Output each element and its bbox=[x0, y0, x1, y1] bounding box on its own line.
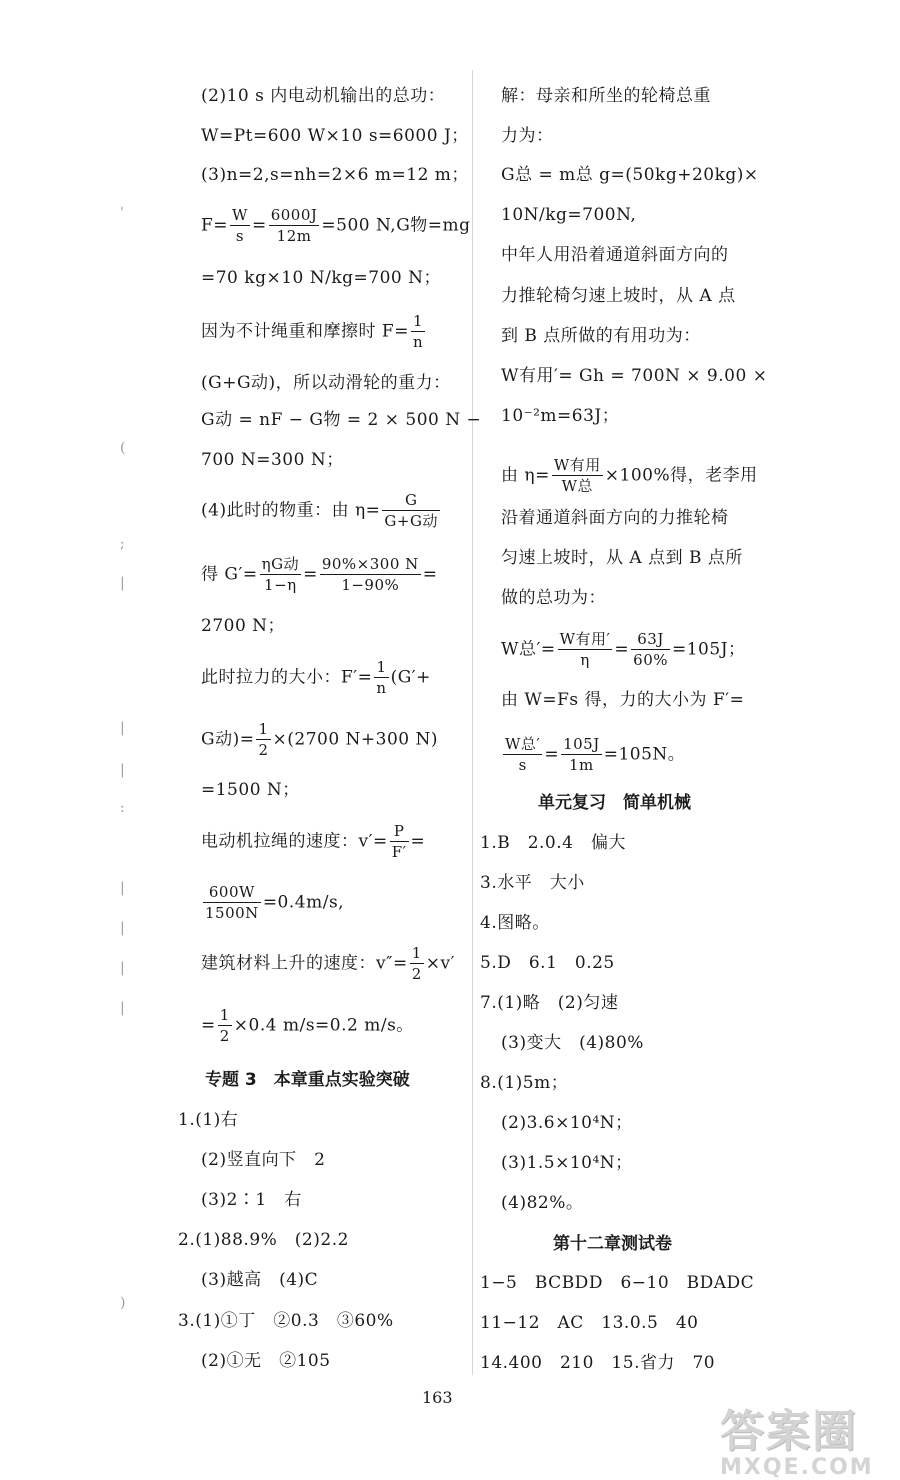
fraction bbox=[558, 632, 613, 668]
numerator: ηG动 bbox=[261, 555, 300, 573]
denominator: s bbox=[235, 227, 245, 245]
denominator: F′ bbox=[391, 843, 407, 861]
numerator: 63J bbox=[631, 632, 670, 650]
text: =0.4m/s, bbox=[262, 892, 345, 913]
numerator: 1 bbox=[219, 1006, 230, 1024]
text: =500 N,G物=mg bbox=[321, 215, 471, 236]
answer-1: 1.(1)右 bbox=[178, 1110, 239, 1130]
text: = bbox=[410, 831, 426, 852]
section-heading-topic3: 专题 3 本章重点实验突破 bbox=[205, 1070, 410, 1090]
text: 由 η= bbox=[501, 465, 550, 486]
line-solution-intro: 解：母亲和所坐的轮椅总重 bbox=[501, 86, 711, 106]
fraction bbox=[503, 737, 542, 773]
text: =105N。 bbox=[603, 744, 686, 765]
test-answer-row-3: 14.400 210 15.省力 70 bbox=[480, 1353, 716, 1373]
line-total-work-intro-3: 做的总功为： bbox=[501, 588, 606, 608]
numerator: 6000J bbox=[270, 206, 318, 224]
denominator: 2 bbox=[219, 1027, 230, 1045]
line-pull-force bbox=[201, 660, 431, 696]
fraction bbox=[631, 632, 670, 668]
line-efficiency bbox=[501, 458, 758, 494]
answer-1-part2: (2)竖直向下 2 bbox=[201, 1150, 326, 1170]
margin-mark: | bbox=[120, 880, 125, 896]
text: = bbox=[303, 564, 318, 585]
test-answer-row-1: 1−5 BCBDD 6−10 BDADC bbox=[480, 1273, 755, 1293]
text: 此时拉力的大小：F′= bbox=[201, 667, 373, 688]
answer-2-part2: (3)越高 (4)C bbox=[201, 1270, 319, 1290]
numerator: P bbox=[390, 824, 409, 842]
line-work-formula: W=Pt=600 W×10 s=6000 J； bbox=[201, 126, 469, 146]
review-answer-8-part3: (3)1.5×10⁴N； bbox=[501, 1153, 633, 1173]
section-heading-test: 第十二章测试卷 bbox=[553, 1234, 672, 1254]
text: =105J； bbox=[672, 639, 746, 660]
fraction bbox=[269, 208, 320, 244]
denominator: G+G动 bbox=[384, 512, 438, 530]
page-number: 163 bbox=[422, 1388, 453, 1407]
numerator: G bbox=[382, 493, 440, 511]
denominator: W总 bbox=[561, 477, 594, 495]
denominator: 2 bbox=[258, 741, 269, 759]
line-motor-speed bbox=[201, 824, 425, 860]
line-material-speed bbox=[201, 946, 455, 982]
denominator: 1−90% bbox=[341, 576, 400, 594]
numerator: 1 bbox=[411, 314, 425, 332]
margin-mark: ' bbox=[120, 205, 124, 221]
line-material-speed-calc bbox=[201, 1008, 414, 1044]
line-useful-work: W有用′= Gh = 700N × 9.00 × bbox=[501, 366, 768, 386]
line-total-work bbox=[501, 632, 746, 668]
line-force-from-work: 由 W=Fs 得，力的大小为 F′= bbox=[501, 690, 745, 710]
column-divider bbox=[472, 70, 473, 1375]
line-useful-work-result: 10⁻²m=63J； bbox=[501, 406, 620, 426]
line-load-weight bbox=[201, 557, 438, 593]
line-pull-force-calc bbox=[201, 722, 438, 758]
text: = bbox=[614, 639, 630, 660]
margin-mark: ; bbox=[120, 536, 125, 552]
fraction bbox=[411, 314, 425, 350]
numerator: 105J bbox=[563, 735, 600, 753]
numerator: 600W bbox=[203, 885, 261, 903]
answer-2: 2.(1)88.9% (2)2.2 bbox=[178, 1230, 349, 1250]
numerator: W bbox=[232, 206, 248, 224]
line-gravity: =70 kg×10 N/kg=700 N； bbox=[201, 268, 441, 288]
line-efficiency-formula bbox=[201, 493, 442, 529]
margin-mark: : bbox=[120, 800, 125, 816]
fraction bbox=[230, 208, 250, 244]
numerator: W有用 bbox=[553, 456, 601, 474]
text: 电动机拉绳的速度：v′= bbox=[201, 831, 388, 852]
denominator: 2 bbox=[411, 965, 422, 983]
answer-3-part2: (2)①无 ②105 bbox=[201, 1351, 331, 1371]
line-friction-condition bbox=[201, 314, 427, 350]
margin-mark: | bbox=[120, 575, 125, 591]
text: 得 G′= bbox=[201, 564, 258, 585]
denominator: n bbox=[412, 333, 424, 351]
section-heading-review: 单元复习 简单机械 bbox=[538, 793, 691, 813]
text: ×100%得，老李用 bbox=[604, 465, 758, 486]
margin-mark: ( bbox=[120, 440, 126, 456]
text: W总′= bbox=[501, 639, 556, 660]
denominator: 1m bbox=[569, 756, 594, 774]
numerator: W有用′ bbox=[559, 630, 611, 648]
fraction bbox=[320, 557, 421, 593]
line-solution-intro-2: 力为： bbox=[501, 126, 554, 146]
line-useful-work-intro-3: 到 B 点所做的有用功为： bbox=[501, 326, 701, 346]
numerator: W总′ bbox=[505, 735, 541, 753]
line-total-work-intro: 沿着通道斜面方向的力推轮椅 bbox=[501, 508, 729, 528]
line-pulley-weight-intro: (G+G动)，所以动滑轮的重力： bbox=[201, 373, 451, 393]
line-work-intro: (2)10 s 内电动机输出的总功： bbox=[201, 86, 446, 106]
numerator: 90%×300 N bbox=[321, 555, 419, 573]
review-answer-3: 3.水平 大小 bbox=[480, 873, 585, 893]
line-useful-work-intro: 中年人用沿着通道斜面方向的 bbox=[501, 245, 729, 265]
text: = bbox=[422, 564, 438, 585]
answer-1-part3: (3)2∶1 右 bbox=[201, 1190, 302, 1210]
review-answer-8-part2: (2)3.6×10⁴N； bbox=[501, 1113, 633, 1133]
text: 因为不计绳重和摩擦时 F= bbox=[201, 321, 409, 342]
review-answer-1: 1.B 2.0.4 偏大 bbox=[480, 833, 626, 853]
denominator: 1500N bbox=[205, 904, 259, 922]
numerator: 1 bbox=[411, 944, 422, 962]
watermark-text: 答案圈 bbox=[720, 1406, 858, 1457]
line-useful-work-intro-2: 力推轮椅匀速上坡时，从 A 点 bbox=[501, 286, 736, 306]
fraction bbox=[203, 885, 261, 921]
review-answer-8: 8.(1)5m； bbox=[480, 1073, 569, 1093]
text: = bbox=[251, 215, 267, 236]
text: = bbox=[201, 1015, 216, 1036]
line-total-weight: G总 = m总 g=(50kg+20kg)× bbox=[501, 165, 759, 185]
text: = bbox=[544, 744, 560, 765]
text: 建筑材料上升的速度：v″= bbox=[201, 953, 408, 974]
line-motor-speed-calc bbox=[201, 885, 344, 921]
fraction bbox=[410, 946, 424, 982]
line-total-weight-result: 10N/kg=700N, bbox=[501, 205, 637, 225]
line-force-formula bbox=[201, 208, 471, 244]
line-force-result bbox=[501, 737, 685, 773]
margin-mark: ) bbox=[120, 1295, 126, 1311]
margin-mark: | bbox=[120, 720, 125, 736]
watermark-logo bbox=[720, 1395, 874, 1480]
line-pulley-weight-result: 700 N=300 N； bbox=[201, 450, 344, 470]
denominator: 60% bbox=[633, 651, 668, 669]
review-answer-8-part4: (4)82%。 bbox=[501, 1193, 584, 1213]
text: G动)= bbox=[201, 729, 255, 750]
text: ×(2700 N+300 N) bbox=[272, 729, 439, 750]
review-answer-4: 4.图略。 bbox=[480, 913, 550, 933]
margin-mark: | bbox=[120, 1000, 125, 1016]
line-distance: (3)n=2,s=nh=2×6 m=12 m； bbox=[201, 165, 469, 185]
numerator: 1 bbox=[374, 660, 388, 678]
margin-mark: | bbox=[120, 960, 125, 976]
numerator: 1 bbox=[258, 720, 269, 738]
line-total-work-intro-2: 匀速上坡时，从 A 点到 B 点所 bbox=[501, 548, 743, 568]
line-pull-force-result: =1500 N； bbox=[201, 780, 300, 800]
review-answer-7-part2: (3)变大 (4)80% bbox=[501, 1033, 644, 1053]
fraction bbox=[390, 824, 409, 860]
fraction bbox=[561, 737, 602, 773]
text: (4)此时的物重：由 η= bbox=[201, 500, 381, 521]
fraction bbox=[552, 458, 603, 494]
answer-3: 3.(1)①丁 ②0.3 ③60% bbox=[178, 1311, 394, 1331]
fraction bbox=[374, 660, 388, 696]
text: ×0.4 m/s=0.2 m/s。 bbox=[233, 1015, 414, 1036]
fraction bbox=[260, 557, 301, 593]
denominator: 1−η bbox=[264, 576, 297, 594]
denominator: η bbox=[580, 651, 590, 669]
test-answer-row-2: 11−12 AC 13.0.5 40 bbox=[480, 1313, 699, 1333]
denominator: 12m bbox=[276, 227, 312, 245]
text: F= bbox=[201, 215, 229, 236]
line-load-weight-result: 2700 N； bbox=[201, 616, 286, 636]
denominator: s bbox=[518, 756, 527, 774]
margin-mark: | bbox=[120, 920, 125, 936]
review-answer-5: 5.D 6.1 0.25 bbox=[480, 953, 615, 973]
text: (G′+ bbox=[390, 667, 431, 688]
watermark-url: MXQE.COM bbox=[720, 1455, 874, 1480]
line-pulley-weight-calc: G动 = nF − G物 = 2 × 500 N − bbox=[201, 410, 482, 430]
fraction bbox=[218, 1008, 232, 1044]
fraction bbox=[256, 722, 270, 758]
margin-mark: | bbox=[120, 762, 125, 778]
review-answer-7: 7.(1)略 (2)匀速 bbox=[480, 993, 619, 1013]
fraction bbox=[382, 493, 440, 529]
text: ×v′ bbox=[425, 953, 455, 974]
denominator: n bbox=[376, 679, 387, 697]
